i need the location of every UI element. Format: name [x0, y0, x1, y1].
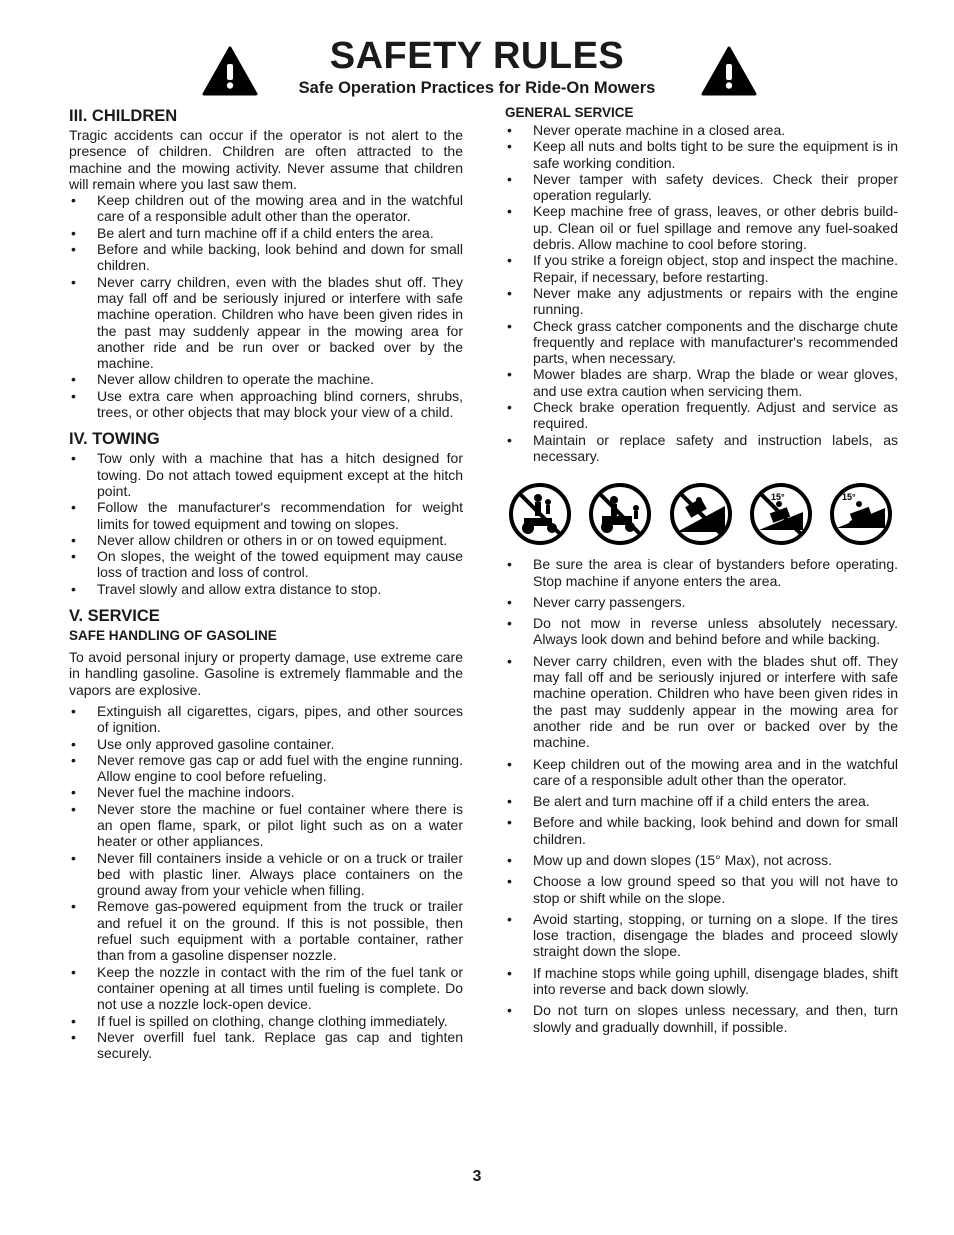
list-item: • Never allow children to operate the machine. [69, 371, 463, 387]
list-item: • Extinguish all cigarettes, cigars, pipes, and other sources of ignition. [69, 703, 463, 736]
list-item: • Never tamper with safety devices. Check their proper operation regularly. [505, 171, 898, 204]
page-title: SAFETY RULES [329, 35, 625, 77]
page-header [0, 30, 954, 105]
page-number: 3 [472, 1168, 482, 1185]
left-column [69, 104, 463, 1061]
list-item: • Tow only with a machine that has a hitch designed for towing. Do not attach towed equipment except at the hitch point. [69, 450, 463, 499]
list-item: • Be alert and turn machine off if a child enters the area. [505, 793, 898, 809]
children-intro: Tragic accidents can occur if the operator is not alert to the presence of children. Children are often attracted to the machine and the mowing activity. Never assume that children will remain where you last saw them. [69, 127, 463, 192]
list-item: • Never store the machine or fuel container where there is an open flame, spark, or pilot light such as on a water heater or other appliances. [69, 801, 463, 850]
slope-limit-icon [749, 482, 813, 546]
list-item: • Keep children out of the mowing area and in the watchful care of a responsible adult other than the operator. [505, 756, 898, 789]
list-item: • If machine stops while going uphill, disengage blades, shift into reverse and back down slowly. [505, 965, 898, 998]
list-item: • Keep children out of the mowing area and in the watchful care of a responsible adult other than the operator. [69, 192, 463, 225]
list-item: • Follow the manufacturer's recommendation for weight limits for towed equipment and towing on slopes. [69, 499, 463, 532]
list-item: • Never make any adjustments or repairs with the engine running. [505, 285, 898, 318]
list-item: • Keep machine free of grass, leaves, or other debris build-up. Clean oil or fuel spillage and remove any fuel-soaked debris. Allow machine to cool before storing. [505, 203, 898, 252]
list-item: • Choose a low ground speed so that you will not have to stop or shift while on the slope. [505, 873, 898, 906]
list-item: • Mow up and down slopes (15° Max), not across. [505, 852, 898, 868]
list-item: • Do not turn on slopes unless necessary, and then, turn slowly and gradually downhill, if possible. [505, 1002, 898, 1035]
list-item: • Maintain or replace safety and instruction labels, as necessary. [505, 432, 898, 465]
service-intro: To avoid personal injury or property damage, use extreme care in handling gasoline. Gasoline is extremely flammable and the vapors are explosive. [69, 649, 463, 698]
list-item: • Check grass catcher components and the discharge chute frequently and replace with manufacturer's recommended parts, when necessary. [505, 318, 898, 367]
list-item: • Remove gas-powered equipment from the truck or trailer and refuel it on the ground. If this is not possible, then refuel such equipment with a portable container, rather than from a gasoline dispenser nozzle. [69, 898, 463, 963]
list-item: • Never allow children or others in or on towed equipment. [69, 532, 463, 548]
general-service-list [505, 122, 898, 464]
list-item: • If fuel is spilled on clothing, change clothing immediately. [69, 1013, 463, 1029]
list-item: • Never overfill fuel tank. Replace gas cap and tighten securely. [69, 1029, 463, 1062]
no-children-icon [588, 482, 652, 546]
slope-label: 15° [770, 492, 785, 503]
gasoline-list [69, 703, 463, 1062]
section-heading-towing: IV. TOWING [69, 430, 160, 449]
list-item: • Be alert and turn machine off if a child enters the area. [69, 225, 463, 241]
safety-pictograms [508, 482, 893, 546]
list-item: • Keep the nozzle in contact with the rim of the fuel tank or container opening at all times until fueling is complete. Do not use a nozzle lock-open device. [69, 964, 463, 1013]
section-heading-children: III. CHILDREN [69, 107, 178, 125]
section-heading-service: V. SERVICE [69, 607, 160, 626]
list-item: • Travel slowly and allow extra distance to stop. [69, 581, 463, 597]
list-item: • Use extra care when approaching blind corners, shrubs, trees, or other objects that may block your view of a child. [69, 388, 463, 421]
list-item: • Use only approved gasoline container. [69, 736, 463, 752]
list-item: • Never fill containers inside a vehicle or on a truck or trailer bed with plastic liner. Always place containers on the ground away from your vehicle when filling. [69, 850, 463, 899]
list-item: • Never remove gas cap or add fuel with the engine running. Allow engine to cool before refueling. [69, 752, 463, 785]
list-item: • Never operate machine in a closed area. [505, 122, 898, 138]
list-item: • Mower blades are sharp. Wrap the blade or wear gloves, and use extra caution when servicing them. [505, 366, 898, 399]
no-passengers-icon [508, 482, 572, 546]
list-item: • Before and while backing, look behind and down for small children. [505, 814, 898, 847]
subheading-gasoline: SAFE HANDLING OF GASOLINE [69, 628, 277, 644]
list-item: • Never fuel the machine indoors. [69, 784, 463, 800]
operation-list [505, 556, 898, 1035]
list-item: • Never carry passengers. [505, 594, 898, 610]
list-item: • On slopes, the weight of the towed equipment may cause loss of traction and loss of control. [69, 548, 463, 581]
list-item: • Keep all nuts and bolts tight to be sure the equipment is in safe working condition. [505, 138, 898, 171]
list-item: • Never carry children, even with the blades shut off. They may fall off and be seriously injured or interfere with safe machine operation. Children who have been given rides in the past may suddenly appear in the mowing area for another ride and be run over or backed over by the machine. [505, 653, 898, 751]
list-item: • Avoid starting, stopping, or turning on a slope. If the tires lose traction, disengage the blades and proceed slowly straight down the slope. [505, 911, 898, 960]
children-list [69, 192, 463, 420]
list-item: • Before and while backing, look behind and down for small children. [69, 241, 463, 274]
warning-icon [701, 46, 757, 96]
list-item: • Be sure the area is clear of bystanders before operating. Stop machine if anyone enters the area. [505, 556, 898, 589]
slope-max-icon [829, 482, 893, 546]
section-heading-general-service: GENERAL SERVICE [505, 105, 634, 120]
list-item: • Never carry children, even with the blades shut off. They may fall off and be seriously injured or interfere with safe machine operation. Children who have been given rides in the past may suddenly appear in the mowing area for another ride and be run over or backed over by the machine. [69, 274, 463, 372]
towing-list [69, 450, 463, 597]
no-slope-across-icon [669, 482, 733, 546]
list-item: • Do not mow in reverse unless absolutely necessary. Always look down and behind before and while backing. [505, 615, 898, 648]
list-item: • If you strike a foreign object, stop and inspect the machine. Repair, if necessary, before restarting. [505, 252, 898, 285]
right-column [505, 104, 898, 1040]
list-item: • Check brake operation frequently. Adjust and service as required. [505, 399, 898, 432]
page-subtitle: Safe Operation Practices for Ride-On Mowers [298, 79, 656, 97]
slope-label: 15° [842, 492, 856, 503]
